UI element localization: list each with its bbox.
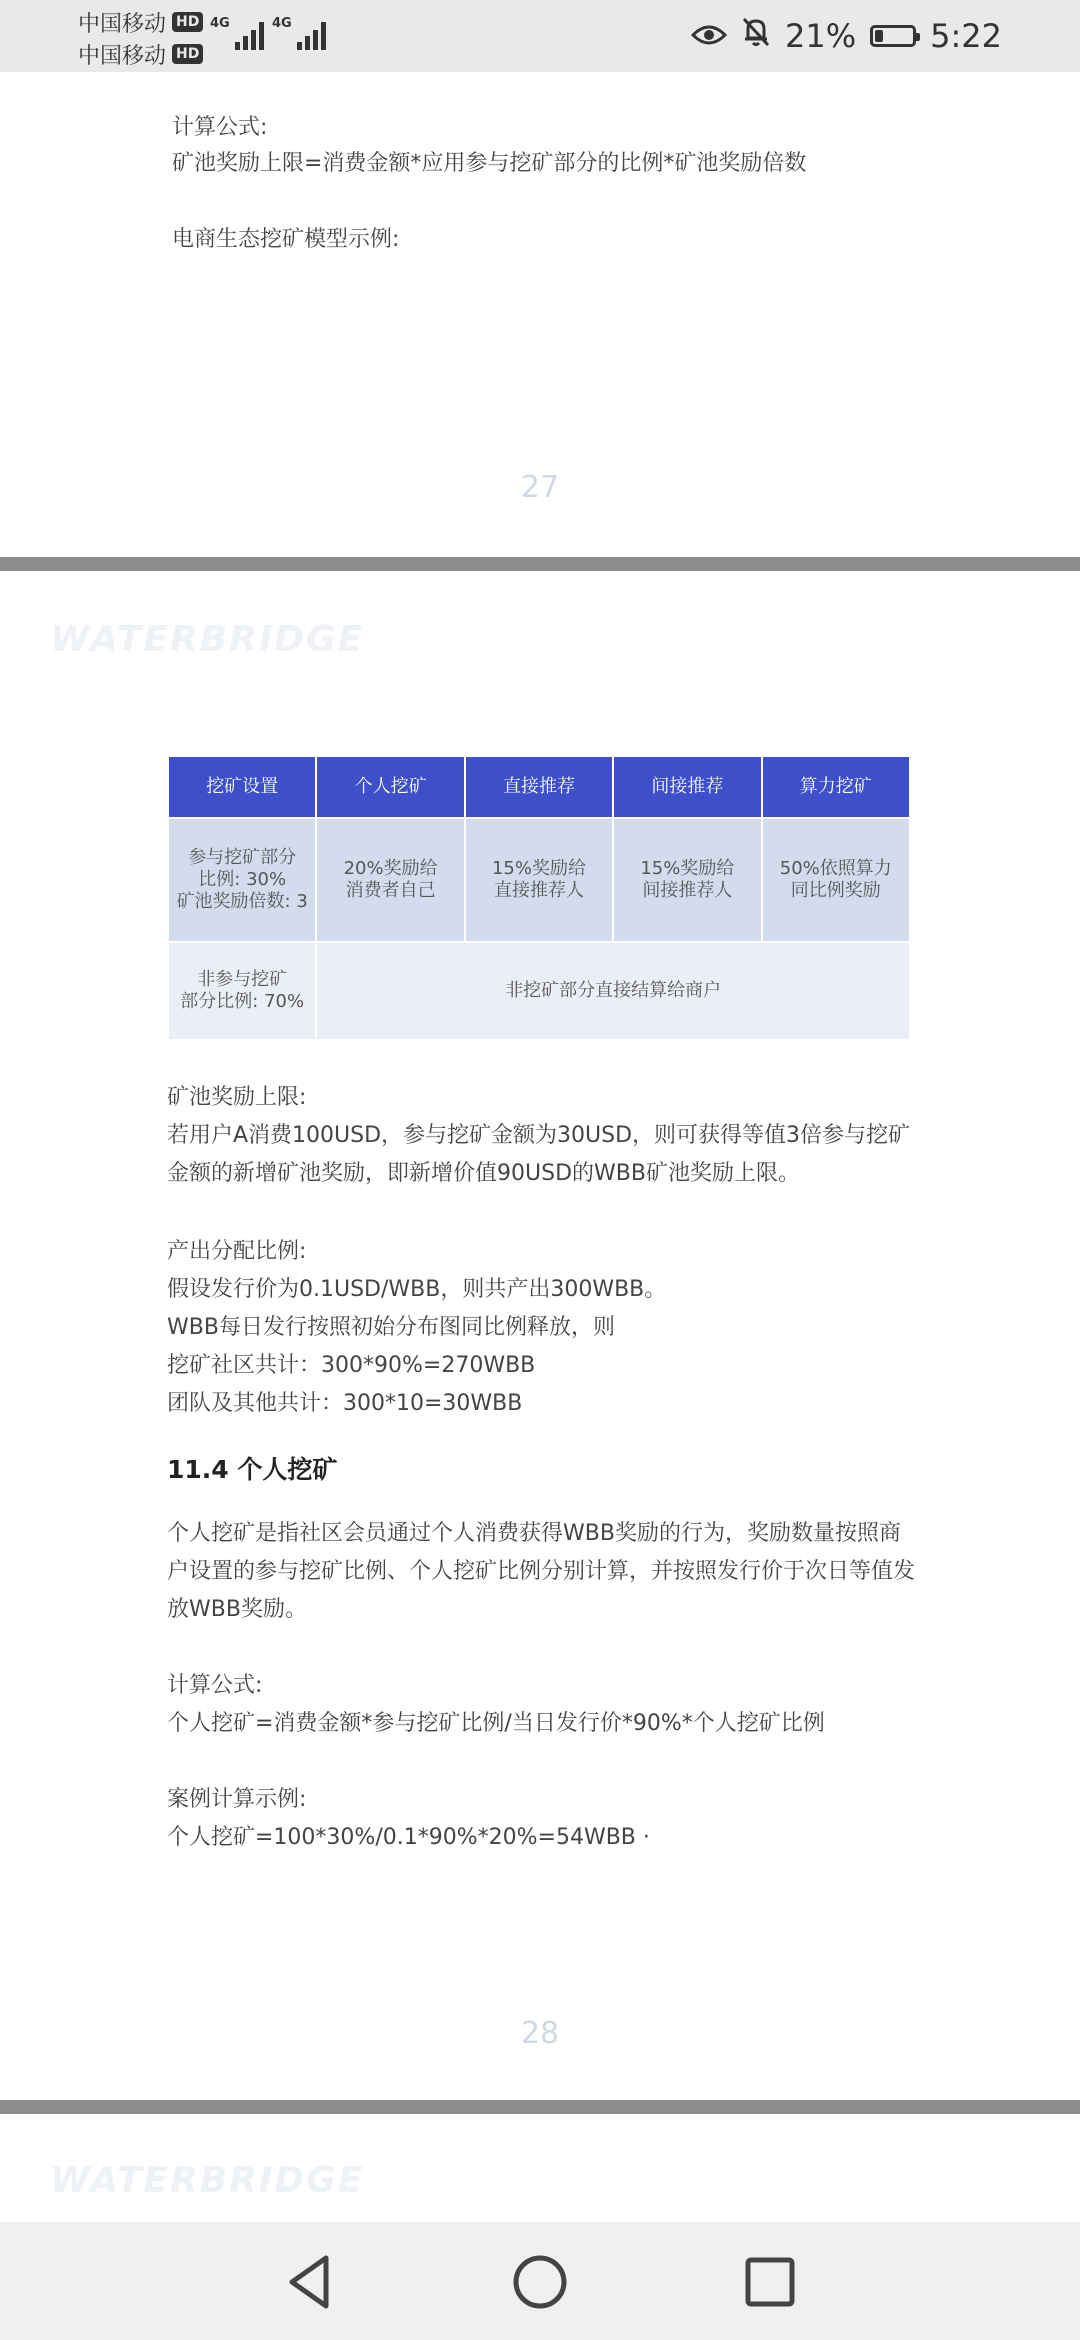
battery-icon [870,25,916,47]
description-text: 个人挖矿是指社区会员通过个人消费获得WBB奖励的行为，奖励数量按照商 [167,1521,901,1546]
pool-limit-title: 矿池奖励上限: [167,1085,307,1110]
output-text: WBB每日发行按照初始分布图同比例释放，则 [167,1315,615,1340]
table-cell: 20%奖励给 消费者自己 [316,818,464,942]
table-row-label: 参与挖矿部分 比例: 30% 矿池奖励倍数: 3 [168,818,316,942]
formula-text: 个人挖矿=消费金额*参与挖矿比例/当日发行价*90%*个人挖矿比例 [167,1711,825,1736]
example-title: 电商生态挖矿模型示例: [172,227,400,252]
signal-strength-1-icon [210,16,264,50]
carrier-1-label: 中国移动 [78,11,167,37]
status-bar [0,0,1080,72]
formula-text: 矿池奖励上限=消费金额*应用参与挖矿部分的比例*矿池奖励倍数 [172,151,807,176]
back-button[interactable] [278,2250,342,2314]
home-button[interactable] [508,2250,572,2314]
output-text: 假设发行价为0.1USD/WBB，则共产出300WBB。 [167,1277,667,1302]
page-divider [0,2100,1080,2114]
pool-limit-text: 金额的新增矿池奖励，即新增价值90USD的WBB矿池奖励上限。 [167,1161,800,1186]
table-header-cell: 挖矿设置 [168,756,316,818]
home-icon [508,2250,572,2314]
bell-off-icon [741,16,771,56]
table-header-cell: 间接推荐 [613,756,761,818]
table-row-label: 非参与挖矿 部分比例: 70% [168,942,316,1040]
table-cell: 15%奖励给 直接推荐人 [465,818,613,942]
carrier-2-label: 中国移动 [78,43,167,69]
status-indicators [677,0,1002,72]
table-merged-cell: 非挖矿部分直接结算给商户 [316,942,910,1040]
eye-icon [691,17,727,55]
table-cell: 15%奖励给 间接推荐人 [613,818,761,942]
signal-strength-2-icon [272,16,326,50]
table-header-cell: 直接推荐 [465,756,613,818]
navigation-bar [0,2222,1080,2340]
carrier-info [78,6,203,70]
document-page-27 [0,72,1080,557]
mining-model-table [167,755,911,1041]
description-text: 放WBB奖励。 [167,1597,307,1622]
output-title: 产出分配比例: [167,1239,307,1264]
document-page-29 [0,2114,1080,2222]
battery-level-fill [875,30,883,42]
network-type-label: 4G [210,16,230,31]
example-text: 个人挖矿=100*30%/0.1*90%*20%=54WBB · [167,1825,650,1850]
recents-icon [738,2250,802,2314]
table-row [168,942,910,1040]
hd-badge: HD [172,12,203,32]
pool-limit-text: 若用户A消费100USD，参与挖矿金额为30USD，则可获得等值3倍参与挖矿 [167,1123,911,1148]
watermark-logo: WATERBRIDGE [50,619,365,660]
clock: 5:22 [930,17,1002,55]
battery-percent: 21% [785,17,857,55]
page-number: 28 [520,2016,560,2051]
formula-title: 计算公式: [172,115,268,140]
table-cell: 50%依照算力 同比例奖励 [762,818,910,942]
description-text: 户设置的参与挖矿比例、个人挖矿比例分别计算，并按照发行价于次日等值发 [167,1559,916,1584]
recents-button[interactable] [738,2250,802,2314]
network-type-label: 4G [272,16,292,31]
watermark-logo: WATERBRIDGE [50,2160,365,2201]
section-heading: 11.4 个人挖矿 [167,1455,338,1484]
table-row [168,818,910,942]
table-header-cell: 算力挖矿 [762,756,910,818]
table-header-cell: 个人挖矿 [316,756,464,818]
formula-title: 计算公式: [167,1673,263,1698]
example-title: 案例计算示例: [167,1787,307,1812]
hd-badge: HD [172,44,203,64]
page-divider [0,557,1080,571]
output-text: 挖矿社区共计：300*90%=270WBB [167,1353,536,1378]
back-icon [278,2250,342,2314]
output-text: 团队及其他共计：300*10=30WBB [167,1391,523,1416]
page-number: 27 [520,470,560,505]
